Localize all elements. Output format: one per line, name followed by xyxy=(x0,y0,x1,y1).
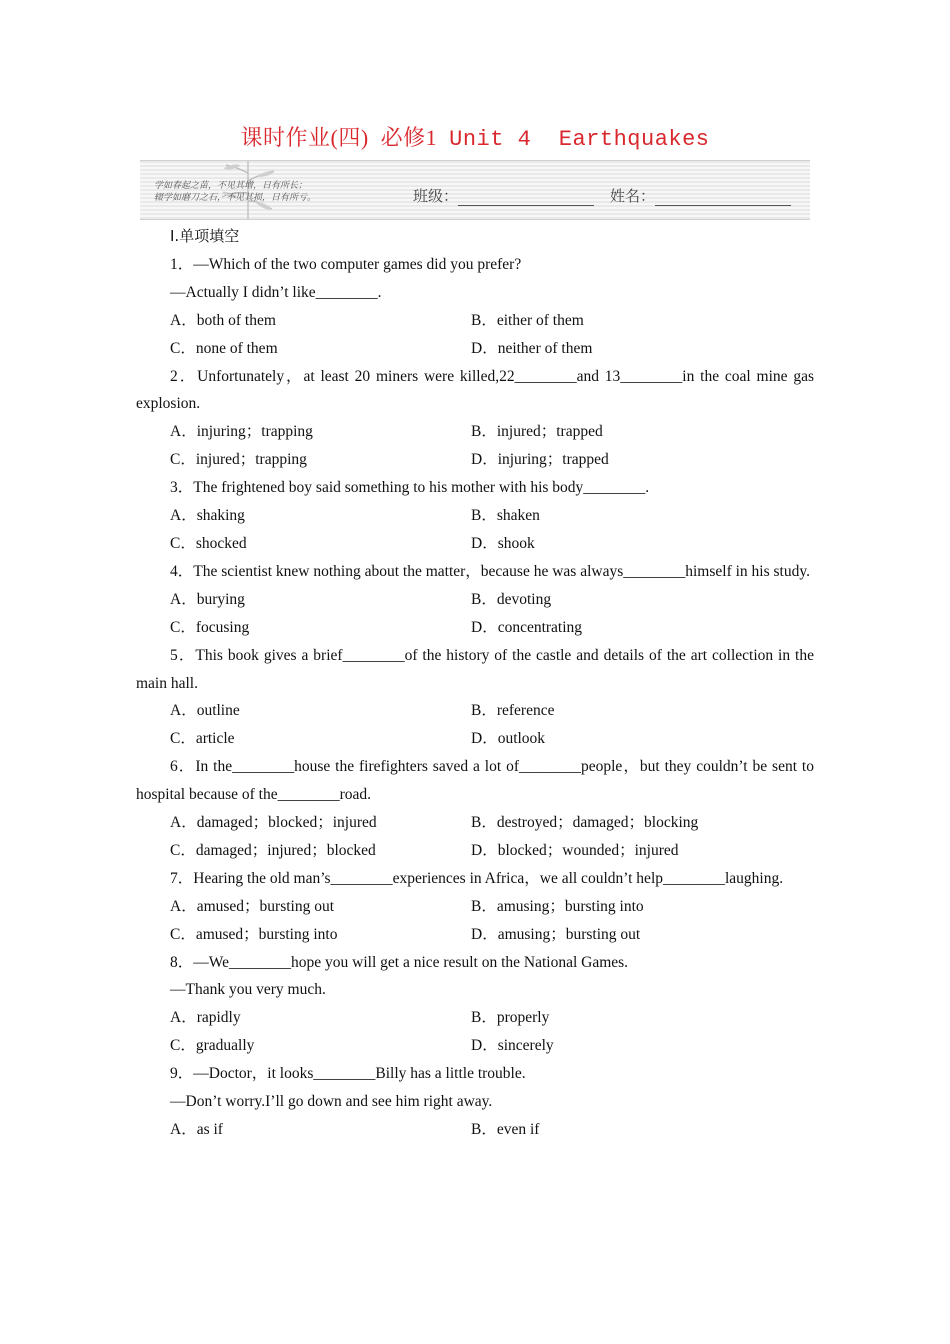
option-row xyxy=(136,837,814,865)
answer-option[interactable]: D．concentrating xyxy=(471,618,583,636)
option-row xyxy=(136,307,814,335)
answer-option[interactable]: B．amusing；bursting into xyxy=(471,897,644,915)
question-stem: 6．In the________house the firefighters saved a lot of________people，but they couldn’t be sent to hospital because of the________road. xyxy=(136,758,814,804)
answer-option[interactable]: D．blocked；wounded；injured xyxy=(471,841,679,859)
class-label: 班级： xyxy=(413,187,459,205)
option-row xyxy=(136,1116,814,1144)
header-banner xyxy=(140,160,810,220)
answer-option[interactable]: B．even if xyxy=(471,1121,540,1138)
option-row xyxy=(136,446,814,474)
answer-option[interactable]: B．properly xyxy=(471,1009,550,1027)
name-label: 姓名： xyxy=(610,187,656,205)
answer-option[interactable]: B．either of them xyxy=(471,311,584,329)
name-blank[interactable] xyxy=(655,187,791,206)
option-row xyxy=(136,335,814,363)
option-row xyxy=(136,921,814,949)
answer-option[interactable]: D．neither of them xyxy=(471,339,593,357)
answer-option[interactable]: D．amusing；bursting out xyxy=(471,925,641,943)
answer-option[interactable]: A．rapidly xyxy=(170,1009,241,1027)
motto-line-2: 辍学如磨刀之石，不见其损，日有所亏。 xyxy=(154,193,317,203)
answer-option[interactable]: A．shaking xyxy=(170,507,245,525)
dialogue-line: —Thank you very much. xyxy=(170,981,326,999)
answer-option[interactable]: C．article xyxy=(170,730,235,748)
answer-option[interactable]: D．shook xyxy=(471,534,535,552)
answer-option[interactable]: C．shocked xyxy=(170,534,247,552)
exercise-content xyxy=(136,223,814,1144)
answer-option[interactable]: C．damaged；injured；blocked xyxy=(170,841,376,859)
title-unit: Unit 4 Earthquakes xyxy=(449,127,710,152)
class-field[interactable] xyxy=(413,185,594,206)
question-stem: 8．—We________hope you will get a nice result on the National Games. xyxy=(170,953,629,971)
answer-option[interactable]: D．sincerely xyxy=(471,1037,554,1055)
option-row xyxy=(136,1004,814,1032)
answer-option[interactable]: D．outlook xyxy=(471,730,546,748)
question-stem: 7．Hearing the old man’s________experiences in Africa，we all couldn’t help________laughing. xyxy=(170,869,784,887)
question-stem: 9．—Doctor，it looks________Billy has a little trouble. xyxy=(170,1065,526,1083)
dialogue-line: —Don’t worry.I’ll go down and see him right away. xyxy=(170,1093,493,1111)
option-row xyxy=(136,418,814,446)
answer-option[interactable]: A．outline xyxy=(170,702,240,720)
answer-option[interactable]: B．destroyed；damaged；blocking xyxy=(471,814,699,832)
answer-option[interactable]: A．burying xyxy=(170,590,245,608)
option-row xyxy=(136,614,814,642)
title-cn: 课时作业(四) 必修1 xyxy=(240,125,450,150)
option-row xyxy=(136,586,814,614)
answer-option[interactable]: C．focusing xyxy=(170,618,250,636)
motto xyxy=(154,180,316,204)
answer-option[interactable]: C．amused；bursting into xyxy=(170,925,338,943)
answer-option[interactable]: A．damaged；blocked；injured xyxy=(170,814,377,832)
option-row xyxy=(136,809,814,837)
question-stem: 5．This book gives a brief________of the history of the castle and details of the art collection in the main hall. xyxy=(136,646,814,692)
answer-option[interactable]: A．as if xyxy=(170,1121,223,1138)
answer-option[interactable]: C．gradually xyxy=(170,1037,255,1055)
answer-option[interactable]: B．shaken xyxy=(471,507,540,525)
answer-option[interactable]: A．both of them xyxy=(170,311,276,329)
option-row xyxy=(136,530,814,558)
page-title xyxy=(0,121,950,152)
option-row xyxy=(136,893,814,921)
question-stem: 1．—Which of the two computer games did you prefer? xyxy=(170,255,522,273)
answer-option[interactable]: C．injured；trapping xyxy=(170,451,307,469)
answer-option[interactable]: B．devoting xyxy=(471,590,552,608)
option-row xyxy=(136,697,814,725)
question-stem: 3．The frightened boy said something to his mother with his body________. xyxy=(170,479,650,497)
option-row xyxy=(136,1032,814,1060)
answer-option[interactable]: B．reference xyxy=(471,702,555,720)
answer-option[interactable]: A．injuring；trapping xyxy=(170,423,313,441)
answer-option[interactable]: C．none of them xyxy=(170,339,278,357)
name-field[interactable] xyxy=(610,185,791,206)
class-blank[interactable] xyxy=(458,187,594,206)
option-row xyxy=(136,725,814,753)
answer-option[interactable]: B．injured；trapped xyxy=(471,423,603,441)
question-stem: 2．Unfortunately，at least 20 miners were killed,22________and 13________in the coal mine gas explosion. xyxy=(136,367,814,413)
option-row xyxy=(136,502,814,530)
section-heading: Ⅰ.单项填空 xyxy=(170,227,240,245)
motto-line-1: 学如春起之苗，不见其增，日有所长； xyxy=(154,181,308,191)
question-stem: 4．The scientist knew nothing about the matter，because he was always________himself in his study. xyxy=(170,562,810,580)
answer-option[interactable]: D．injuring；trapped xyxy=(471,451,609,469)
answer-option[interactable]: A．amused；bursting out xyxy=(170,897,335,915)
dialogue-line: —Actually I didn’t like________. xyxy=(170,283,382,301)
